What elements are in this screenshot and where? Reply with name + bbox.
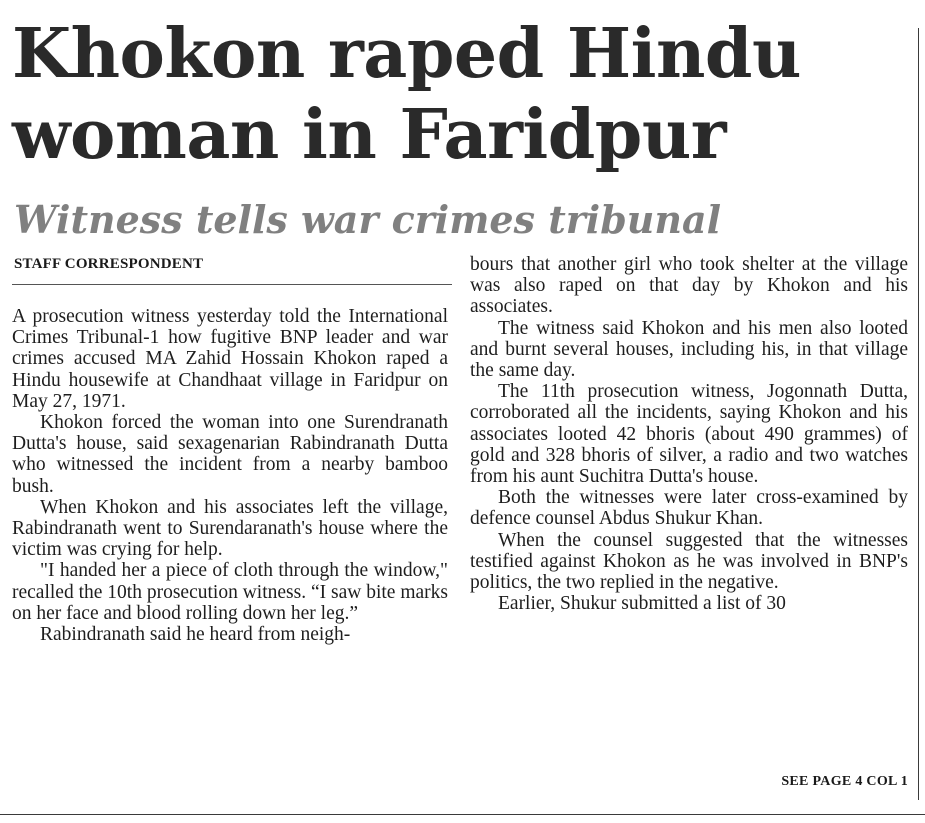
paragraph: Both the witnesses were later cross-examined by defence counsel Abdus Shukur Khan.	[470, 487, 908, 530]
article-column-right	[470, 254, 908, 614]
page-rule-bottom	[0, 814, 925, 815]
article-column-left	[12, 306, 448, 645]
paragraph: Khokon forced the woman into one Surendranath Dutta's house, said sexagenarian Rabindranath Dutta who witnessed the incident from a nearby bamboo bush.	[12, 412, 448, 497]
continuation-jump-line: SEE PAGE 4 COL 1	[781, 774, 908, 789]
paragraph: Rabindranath said he heard from neigh-	[40, 624, 351, 646]
subheadline: Witness tells war crimes tribunal	[14, 197, 722, 242]
headline: Khokon raped Hindu woman in Faridpur	[12, 14, 801, 175]
paragraph: Earlier, Shukur submitted a list of 30	[498, 593, 786, 615]
paragraph: When Khokon and his associates left the village, Rabindranath went to Surendaranath's house where the victim was crying for help.	[12, 496, 448, 561]
byline-rule	[12, 284, 452, 285]
paragraph: The 11th prosecution witness, Jogonnath Dutta, corroborated all the incidents, saying Khokon and his associates looted 42 bhoris (about 490 grammes) of gold and 328 bhoris of silver, a radio and two watches from his aunt Suchitra Dutta's house.	[470, 381, 908, 488]
paragraph: A prosecution witness yesterday told the International Crimes Tribunal-1 how fugitive BNP leader and war crimes accused MA Zahid Hossain Khokon raped a Hindu housewife at Chandhaat village in Faridpur on May 27, 1971.	[12, 306, 448, 412]
paragraph: The witness said Khokon and his men also looted and burnt several houses, including his, in that village the same day.	[470, 317, 908, 382]
paragraph: When the counsel suggested that the witnesses testified against Khokon as he was involved in BNP's politics, the two replied in the negative.	[470, 529, 908, 594]
byline: STAFF CORRESPONDENT	[14, 256, 204, 272]
paragraph: "I handed her a piece of cloth through the window," recalled the 10th prosecution witness. “I saw bite marks on her face and blood rolling down her leg.”	[12, 560, 448, 624]
paragraph: bours that another girl who took shelter at the village was also raped on that day by Khokon and his associates.	[470, 254, 908, 318]
column-rule-right	[918, 28, 919, 800]
